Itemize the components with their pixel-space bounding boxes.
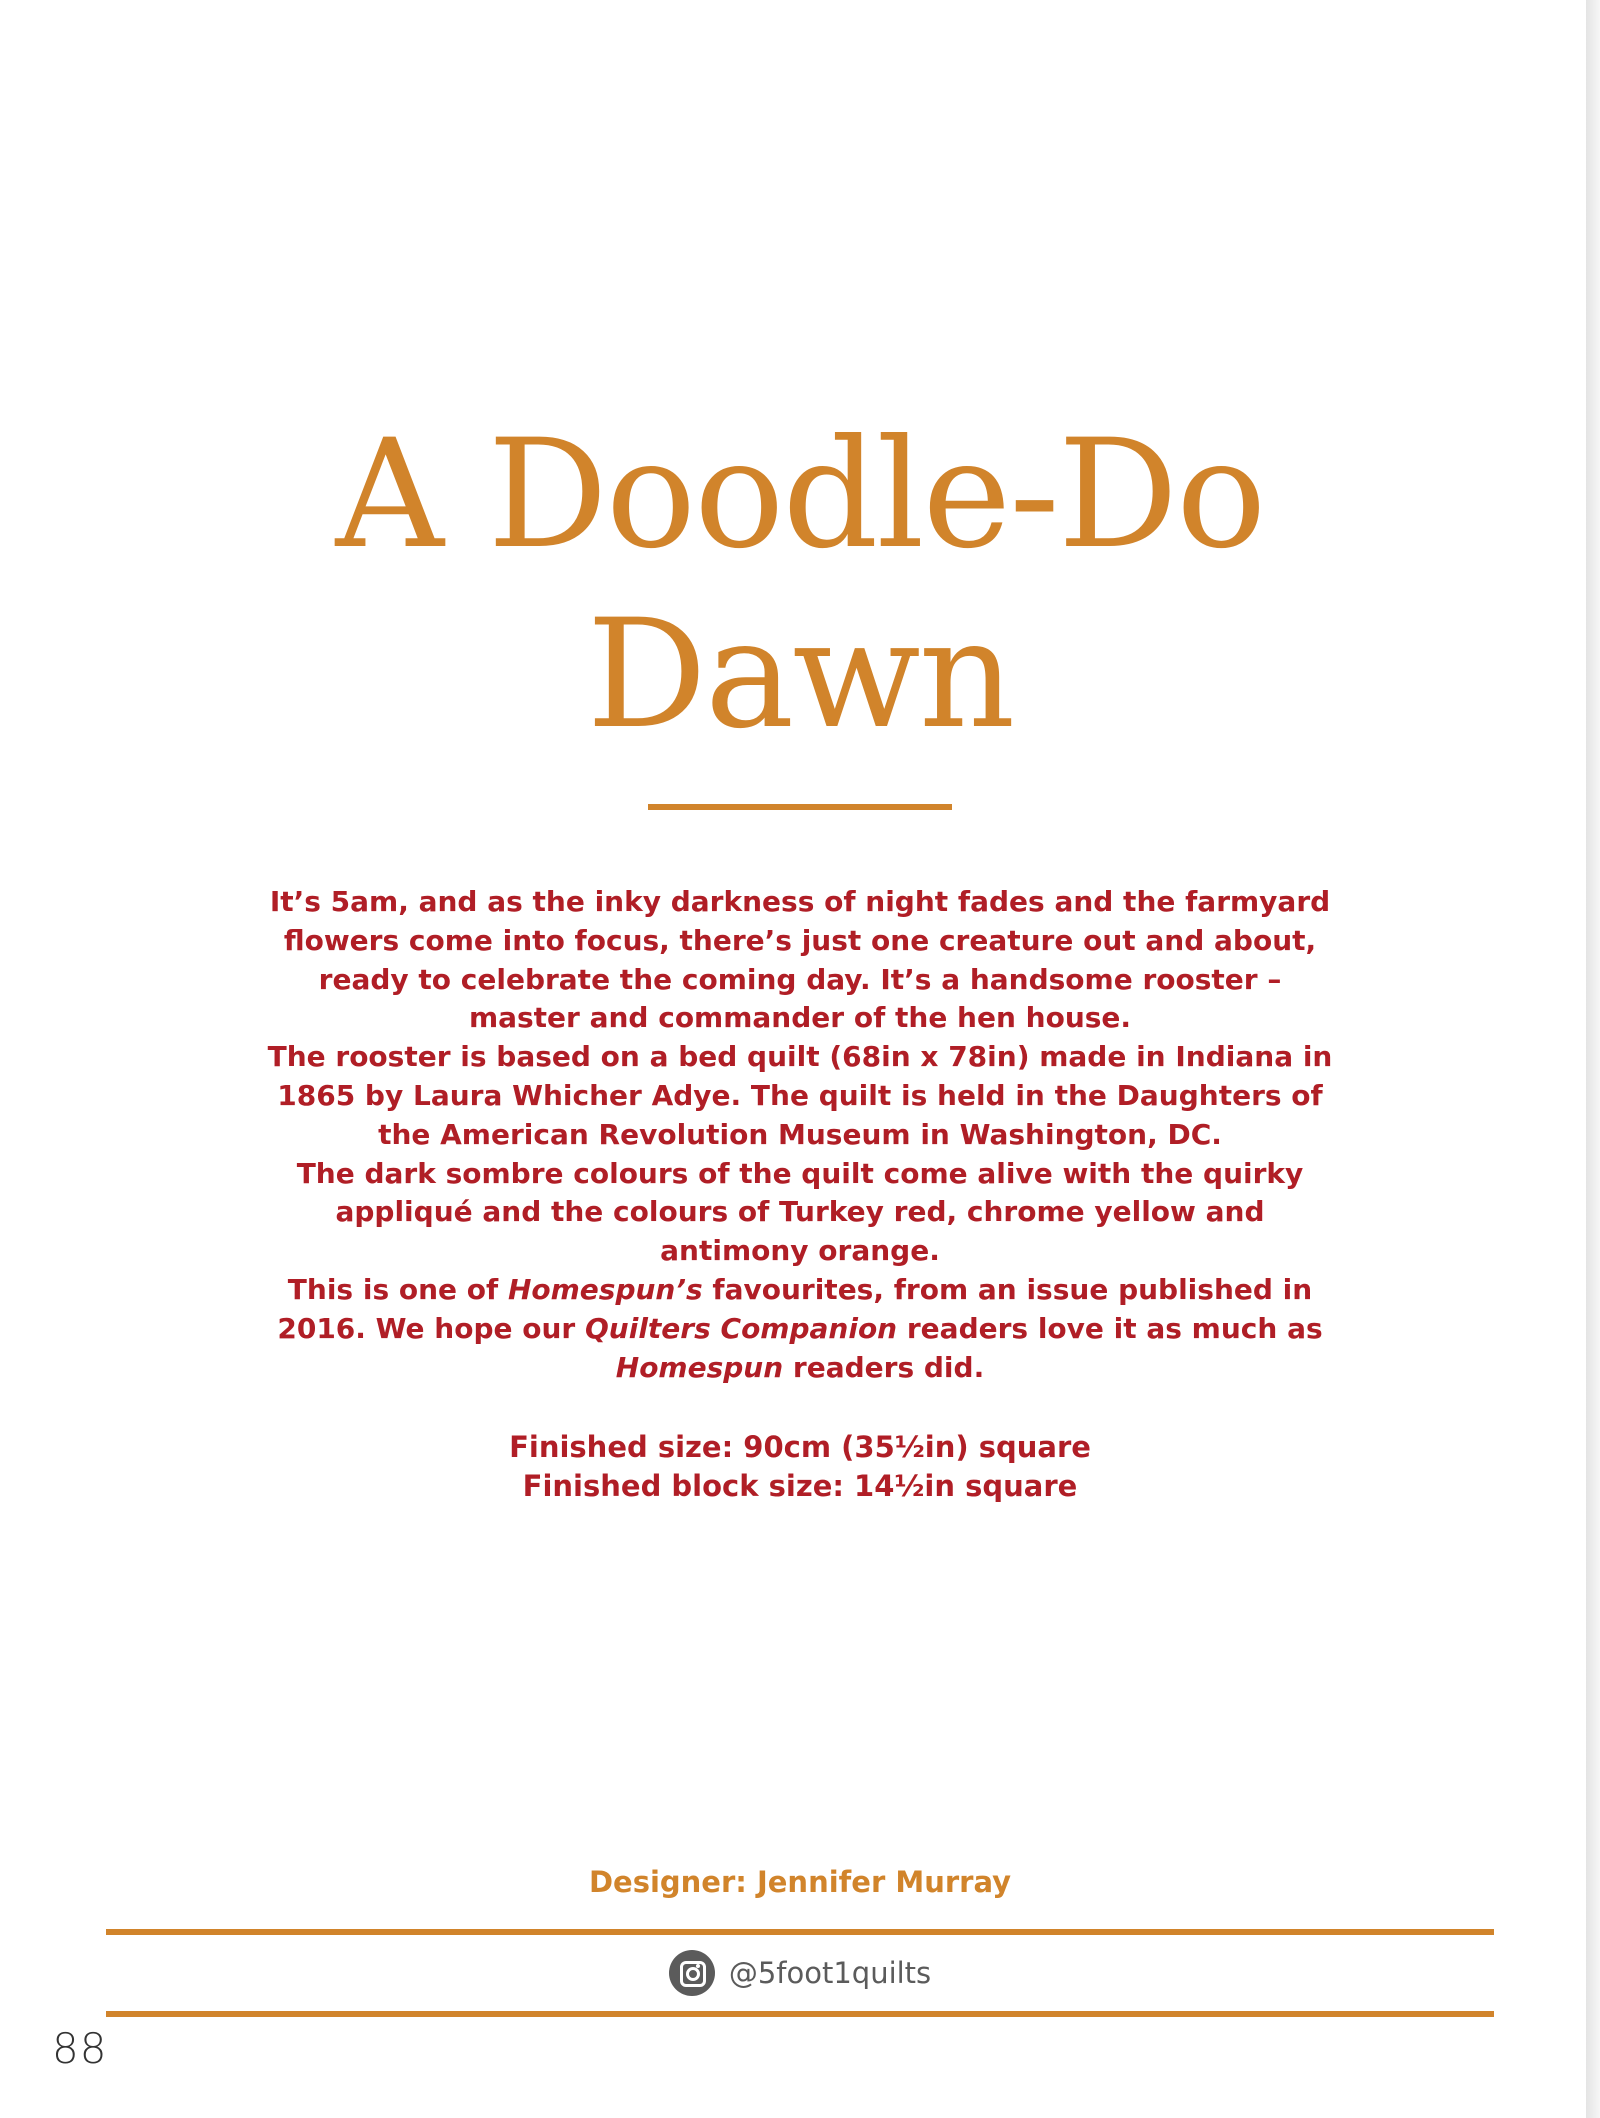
- social-link[interactable]: [0, 1950, 1600, 1996]
- footer-rule-bottom: [106, 2011, 1494, 2017]
- intro-paragraph-4: [260, 1271, 1340, 1387]
- intro-p4-text-4: readers did.: [783, 1350, 985, 1384]
- intro-p4-text-1: This is one of: [287, 1272, 508, 1306]
- instagram-icon: [669, 1950, 715, 1996]
- title-line-2: Dawn: [586, 588, 1014, 762]
- finished-size: Finished size: 90cm (35½in) square: [509, 1430, 1091, 1464]
- title-divider: [648, 804, 952, 810]
- social-handle: @5foot1quilts: [728, 1956, 932, 1990]
- size-info: [260, 1428, 1340, 1506]
- page-title: [0, 405, 1600, 765]
- title-line-1: A Doodle-Do: [335, 408, 1265, 582]
- magazine-name-homespun: Homespun: [615, 1350, 784, 1384]
- page-number: 88: [52, 2024, 108, 2073]
- magazine-name-homespuns: Homespun’s: [507, 1272, 703, 1306]
- finished-block-size: Finished block size: 14½in square: [522, 1469, 1078, 1503]
- intro-paragraph-2: The rooster is based on a bed quilt (68in x 78in) made in Indiana in 1865 by Laura Whicher Adye. The quilt is held in the Daughters of the American Revolution Museum in Washington, DC.: [267, 1040, 1333, 1151]
- intro-text: [260, 883, 1340, 1387]
- page-edge: [1586, 0, 1600, 2118]
- intro-p4-text-2: favourites, from an issue published in 2016. We hope our: [277, 1272, 1313, 1345]
- intro-p4-text-3: readers love it as much as: [897, 1311, 1323, 1345]
- intro-paragraph-3: The dark sombre colours of the quilt come alive with the quirky appliqué and the colours of Turkey red, chrome yellow and antimony orange.: [296, 1156, 1304, 1268]
- designer-credit: Designer: Jennifer Murray: [588, 1865, 1012, 1899]
- footer-rule-top: [106, 1929, 1494, 1935]
- intro-paragraph-1: It’s 5am, and as the inky darkness of night fades and the farmyard flowers come into focus, there’s just one creature out and about, ready to celebrate the coming day. It’s a handsome rooster – master and commander of the hen house.: [269, 885, 1331, 1035]
- magazine-name-quilters-companion: Quilters Companion: [584, 1311, 898, 1345]
